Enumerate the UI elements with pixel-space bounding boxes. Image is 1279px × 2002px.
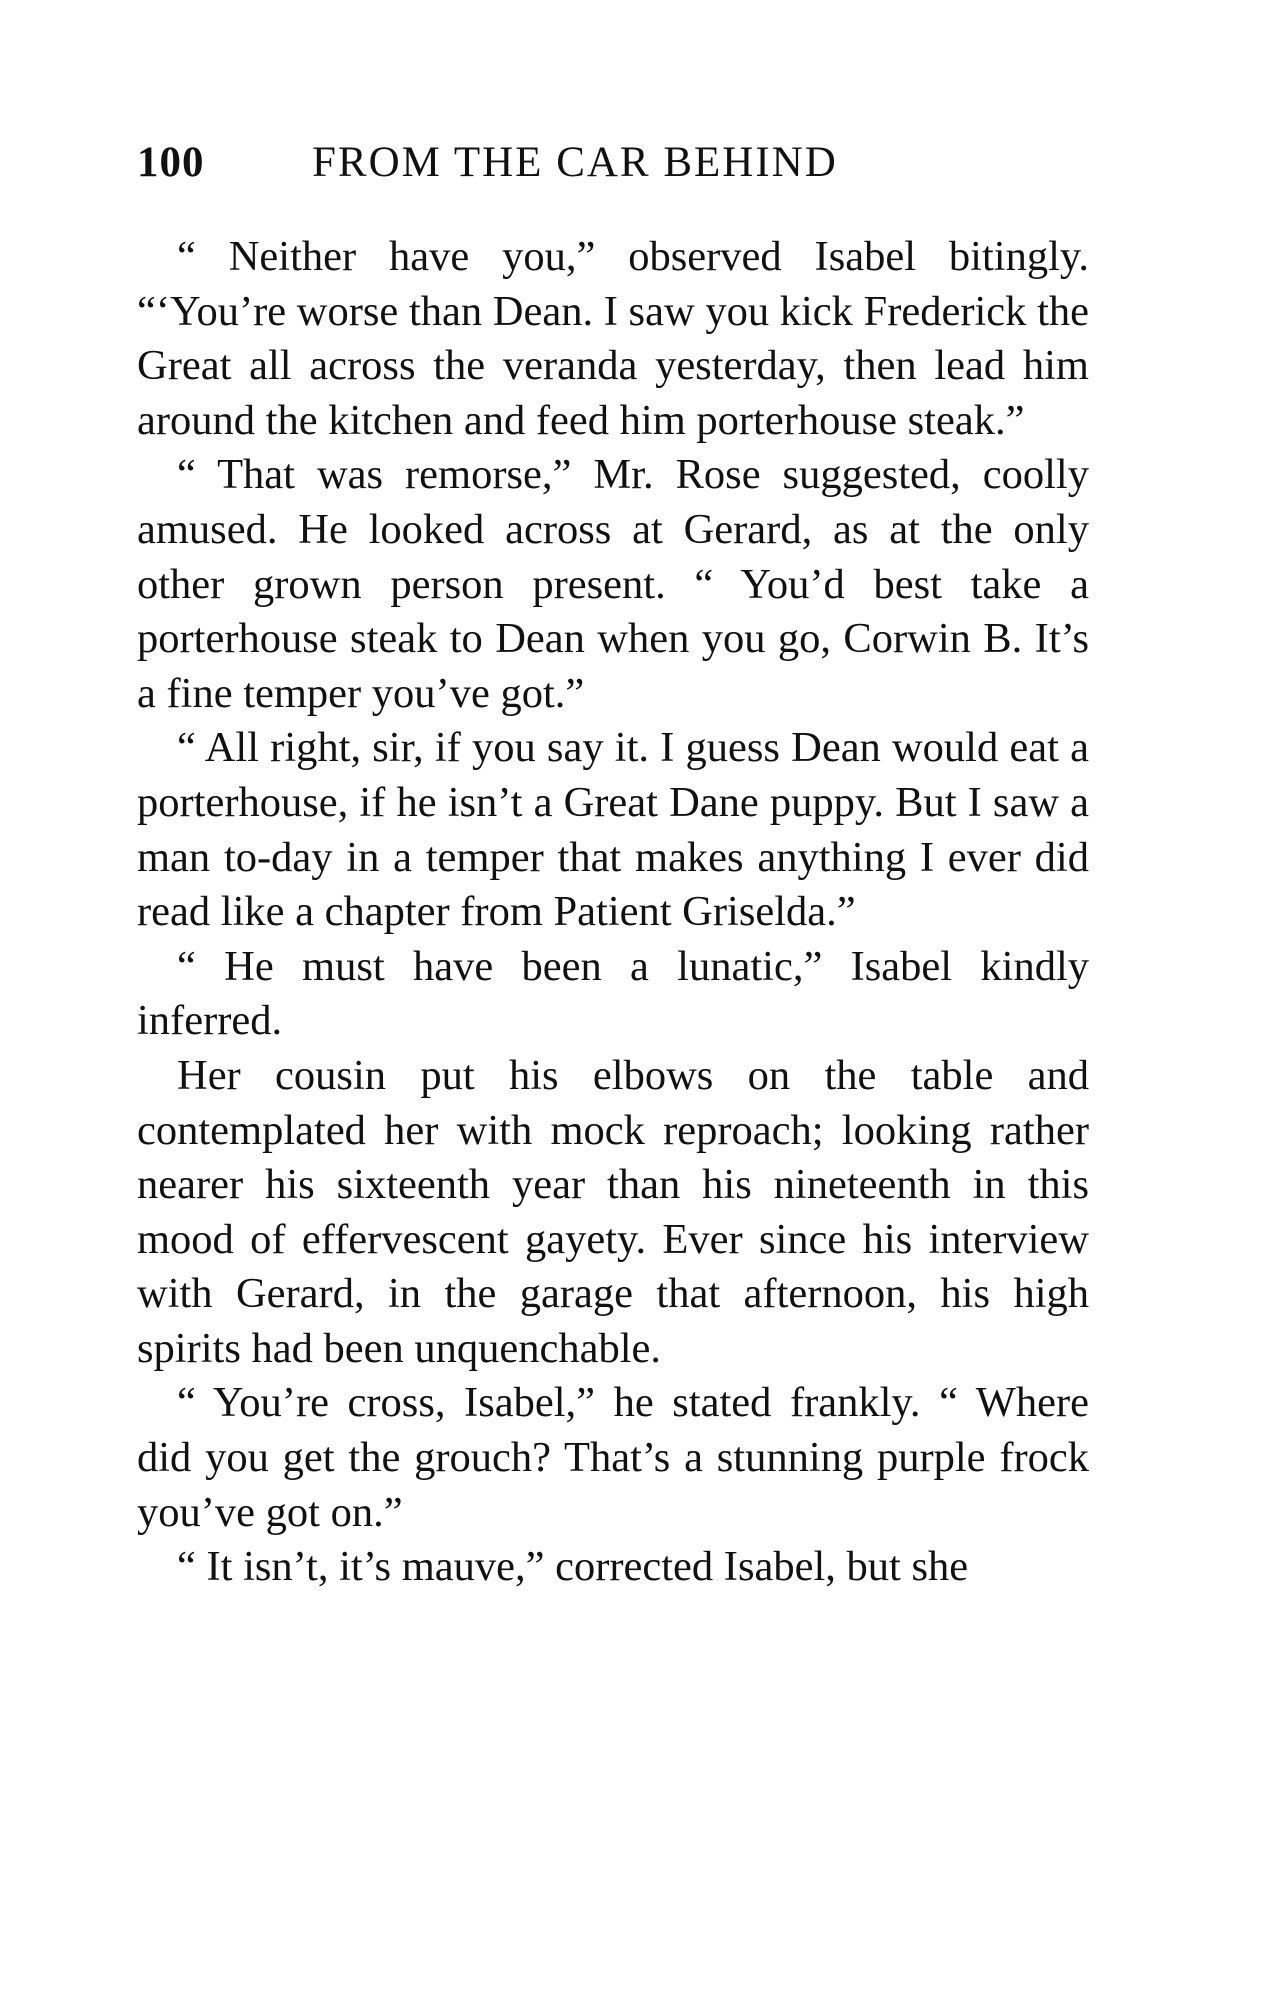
paragraph: “ It isn’t, it’s mauve,” corrected Isabel, but she xyxy=(177,1543,969,1591)
page-number: 100 xyxy=(137,139,205,186)
paragraph: “ He must have been a lunatic,” Isabel kindly inferred. xyxy=(137,942,1089,1045)
body-text xyxy=(137,230,1089,1595)
paragraph: “ You’re cross, Isabel,” he stated frankly. “ Where did you get the grouch? That’s a stunning purple frock you’ve got on.” xyxy=(137,1379,1089,1536)
paragraph: “ All right, sir, if you say it. I guess Dean would eat a porterhouse, if he isn’t a Great Dane puppy. But I saw a man to-day in a temper that makes anything I ever did read like a chapter from Patient Griselda.” xyxy=(137,724,1089,936)
paragraph: Her cousin put his elbows on the table and contemplated her with mock reproach; looking rather nearer his sixteenth year than his nineteenth in this mood of effervescent gayety. Ever since his interview with Gerard, in the garage that afternoon, his high spirits had been unquenchable. xyxy=(137,1051,1089,1372)
running-title: FROM THE CAR BEHIND xyxy=(312,139,838,186)
page-header xyxy=(137,138,1097,198)
paragraph: “ That was remorse,” Mr. Rose suggested, coolly amused. He looked across at Gerard, as at the only other grown person present. “ You’d best take a porterhouse steak to Dean when you go, Corwin B. It’s a fine temper you’ve got.” xyxy=(137,451,1089,717)
paragraph: “ Neither have you,” observed Isabel bitingly. “‘You’re worse than Dean. I saw you kick Frederick the Great all across the veranda yesterday, then lead him around the kitchen and feed him porterhouse steak.” xyxy=(137,233,1089,444)
